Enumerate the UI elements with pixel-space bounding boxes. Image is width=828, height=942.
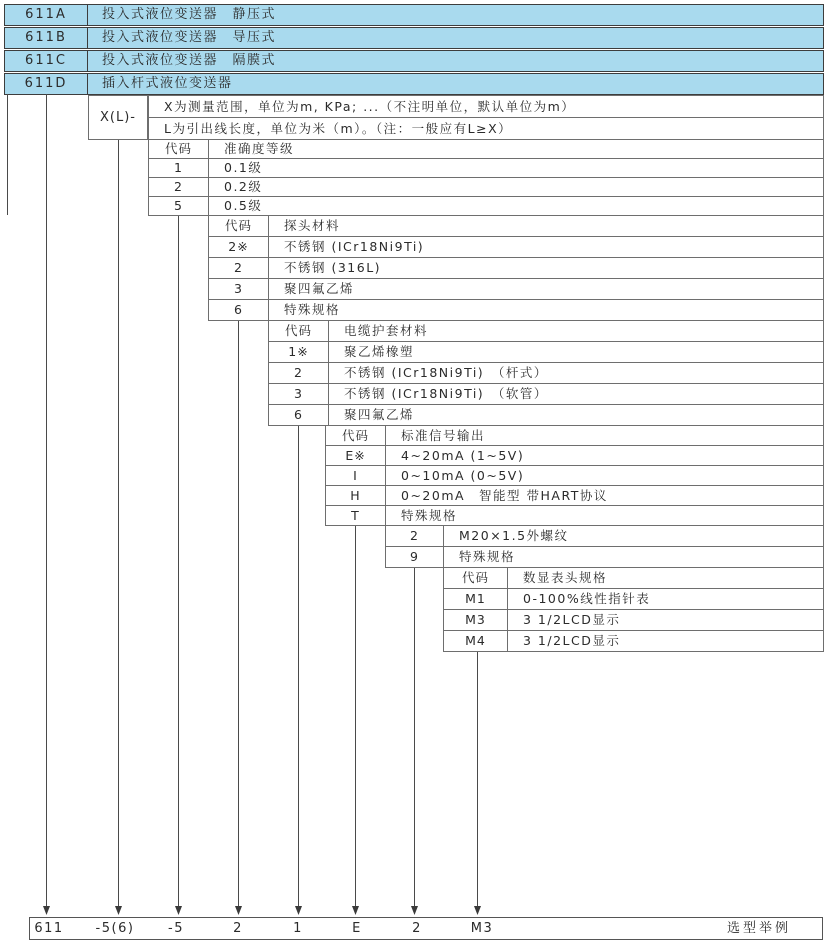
series-desc-cell: 投入式液位变送器 隔膜式 <box>102 53 277 68</box>
code-cell: 6 <box>209 300 269 320</box>
series-code-cell: 611A <box>5 5 88 25</box>
desc-cell: 0.2级 <box>224 179 263 194</box>
table-row <box>385 546 824 568</box>
example-value: -5 <box>168 921 184 936</box>
desc-cell: 聚四氟乙烯 <box>284 281 355 296</box>
desc-cell: 不锈钢 (316L) <box>284 260 382 275</box>
desc-cell: 0.5级 <box>224 198 263 213</box>
example-value: -5(6) <box>95 921 135 936</box>
desc-cell: 特殊规格 <box>459 549 516 564</box>
title-header-cell: 探头材料 <box>284 218 341 233</box>
display-head-table <box>443 567 824 652</box>
desc-cell: 0-100%线性指针表 <box>523 591 651 606</box>
code-cell: E※ <box>326 446 386 465</box>
code-header-cell: 代码 <box>444 568 508 588</box>
down-arrow-icon <box>43 906 481 915</box>
cable-sheath-table <box>268 320 824 426</box>
accuracy-table <box>148 139 824 216</box>
table-row <box>325 445 824 466</box>
table-header-row <box>208 215 824 237</box>
table-row <box>268 383 824 405</box>
code-cell: M3 <box>444 610 508 630</box>
range-desc-row <box>148 95 824 118</box>
table-row <box>443 588 824 610</box>
code-cell: 1 <box>149 159 209 177</box>
range-spec-table <box>148 95 824 140</box>
desc-cell: 0.1级 <box>224 160 263 175</box>
table-row <box>148 196 824 216</box>
example-value: 2 <box>233 921 243 936</box>
example-label: 选型举例 <box>727 921 792 936</box>
code-cell: 6 <box>269 405 329 425</box>
code-cell: 3 <box>209 279 269 299</box>
code-cell: H <box>326 486 386 505</box>
code-header-cell: 代码 <box>209 216 269 236</box>
series-desc-cell: 插入杆式液位变送器 <box>102 76 233 91</box>
example-value: E <box>352 921 362 936</box>
table-row <box>385 525 824 547</box>
code-cell: 1※ <box>269 342 329 362</box>
connection-table <box>385 525 824 568</box>
code-cell: M1 <box>444 589 508 609</box>
code-header-cell: 代码 <box>149 140 209 158</box>
title-header-cell: 电缆护套材料 <box>344 323 429 338</box>
desc-cell: 4~20mA (1~5V) <box>401 448 525 463</box>
series-row <box>4 50 824 72</box>
example-value: 1 <box>293 921 303 936</box>
desc-cell: 0~10mA (0~5V) <box>401 468 525 483</box>
series-row <box>4 73 824 95</box>
table-row <box>208 257 824 279</box>
table-row <box>148 177 824 197</box>
table-header-row <box>268 320 824 342</box>
desc-cell: 特殊规格 <box>284 302 341 317</box>
table-row <box>325 505 824 526</box>
series-desc-cell: 投入式液位变送器 导压式 <box>102 30 277 45</box>
code-cell: 2 <box>269 363 329 383</box>
code-header-cell: 代码 <box>326 426 386 445</box>
code-cell: 3 <box>269 384 329 404</box>
table-row <box>208 278 824 300</box>
code-cell: 2※ <box>209 237 269 257</box>
probe-material-table <box>208 215 824 321</box>
series-desc-cell: 投入式液位变送器 静压式 <box>102 7 277 22</box>
example-box <box>29 917 823 940</box>
code-cell: 2 <box>209 258 269 278</box>
table-row <box>325 485 824 506</box>
code-header-cell: 代码 <box>269 321 329 341</box>
series-code-cell: 611D <box>5 74 88 94</box>
code-cell: 2 <box>386 526 444 546</box>
table-header-row <box>325 425 824 446</box>
table-row <box>268 362 824 384</box>
series-row <box>4 27 824 49</box>
title-header-cell: 数显表头规格 <box>523 570 608 585</box>
series-row <box>4 4 824 26</box>
code-cell: I <box>326 466 386 485</box>
title-header-cell: 标准信号输出 <box>401 428 486 443</box>
signal-output-table <box>325 425 824 526</box>
code-cell: 5 <box>149 197 209 215</box>
code-cell: 2 <box>149 178 209 196</box>
desc-cell: 3 1/2LCD显示 <box>523 633 621 648</box>
range-desc-text: X为测量范围，单位为m, KPa; ...（不注明单位，默认单位为m） <box>164 99 576 114</box>
table-row <box>268 341 824 363</box>
desc-cell: M20×1.5外螺纹 <box>459 528 569 543</box>
code-cell: M4 <box>444 631 508 651</box>
table-row <box>148 158 824 178</box>
table-row <box>325 465 824 486</box>
table-row <box>268 404 824 426</box>
table-row <box>443 630 824 652</box>
desc-cell: 聚乙烯橡塑 <box>344 344 415 359</box>
example-value: 611 <box>34 921 64 936</box>
title-header-cell: 准确度等级 <box>224 141 295 156</box>
desc-cell: 不锈钢 (ICr18Ni9Ti) <box>284 239 425 254</box>
code-cell: T <box>326 506 386 525</box>
desc-cell: 特殊规格 <box>401 508 458 523</box>
table-row <box>208 299 824 321</box>
range-desc-row <box>148 117 824 140</box>
range-code-box: X(L)- <box>88 95 148 140</box>
desc-cell: 不锈钢 (ICr18Ni9Ti) （杆式） <box>344 365 548 380</box>
desc-cell: 不锈钢 (ICr18Ni9Ti) （软管） <box>344 386 548 401</box>
table-row <box>443 609 824 631</box>
desc-cell: 0~20mA 智能型 带HART协议 <box>401 488 608 503</box>
range-desc-text: L为引出线长度，单位为米（m）。（注：一般应有L≥X） <box>164 121 513 136</box>
series-code-cell: 611C <box>5 51 88 71</box>
table-row <box>208 236 824 258</box>
table-header-row <box>443 567 824 589</box>
series-code-cell: 611B <box>5 28 88 48</box>
example-value: M3 <box>470 921 494 936</box>
code-cell: 9 <box>386 547 444 567</box>
table-header-row <box>148 139 824 159</box>
example-value: 2 <box>412 921 422 936</box>
desc-cell: 聚四氟乙烯 <box>344 407 415 422</box>
desc-cell: 3 1/2LCD显示 <box>523 612 621 627</box>
